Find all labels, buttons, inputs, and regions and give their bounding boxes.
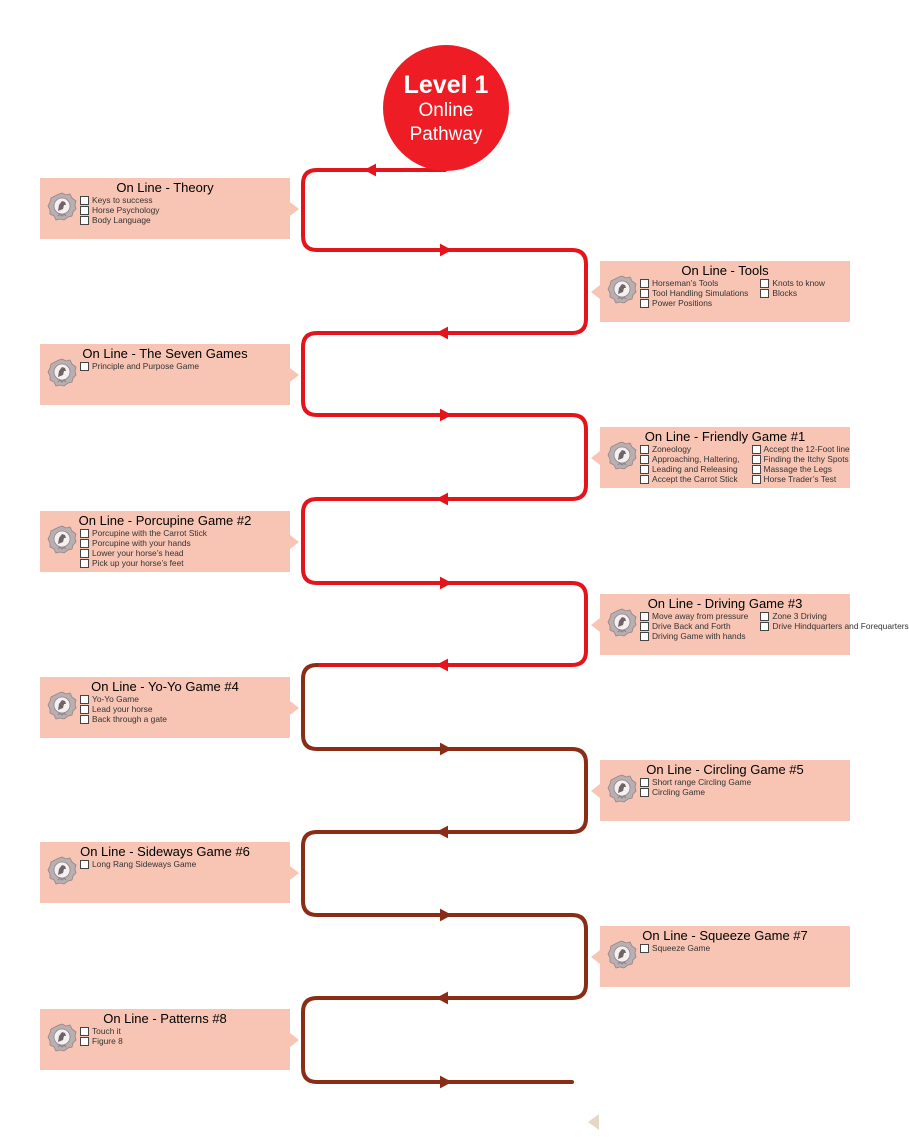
direction-arrow-icon: [440, 244, 452, 257]
checklist: [640, 777, 846, 797]
direction-arrow-icon: [436, 826, 448, 839]
card-title: On Line - Friendly Game #1: [644, 429, 806, 444]
checklist-item: [640, 621, 748, 631]
pathway-card: [600, 427, 850, 488]
checklist-item-label: Finding the Itchy Spots: [763, 454, 849, 464]
checklist-item: [80, 195, 160, 205]
path-segment: [303, 832, 572, 915]
checkbox[interactable]: [760, 622, 769, 631]
pathway-card: [40, 1009, 290, 1070]
checklist-item: [760, 621, 908, 631]
card-title: On Line - Yo-Yo Game #4: [91, 679, 239, 694]
checkbox[interactable]: [80, 705, 89, 714]
checklist-item-label: Driving Game with hands: [652, 631, 746, 641]
path-segment: [317, 250, 586, 333]
card-pointer-icon: [290, 701, 299, 715]
checklist-item-label: Knots to know: [772, 278, 825, 288]
card-pointer-icon: [290, 1033, 299, 1047]
checklist-item-label: Long Rang Sideways Game: [92, 859, 197, 869]
horse-badge-icon: [607, 774, 637, 804]
checklist: [80, 694, 286, 724]
card-title: On Line - Squeeze Game #7: [642, 928, 808, 943]
checkbox[interactable]: [640, 299, 649, 308]
checklist-item: [760, 278, 825, 288]
level-subtitle-1: Online: [418, 100, 474, 121]
checklist-item-label: Lead your horse: [92, 704, 153, 714]
checkbox[interactable]: [752, 475, 761, 484]
checklist-item: [640, 631, 748, 641]
checkbox[interactable]: [80, 362, 89, 371]
checklist-item-label: Horseman’s Tools: [652, 278, 719, 288]
checklist-item-label: Move away from pressure: [652, 611, 749, 621]
checklist-item-label: Zoneology: [652, 444, 692, 454]
direction-arrow-icon: [440, 409, 452, 422]
card-pointer-icon: [290, 368, 299, 382]
checkbox[interactable]: [80, 860, 89, 869]
checkbox[interactable]: [80, 695, 89, 704]
checklist-item: [640, 454, 740, 464]
pathway-card: [40, 677, 290, 738]
checklist-item: [752, 444, 850, 454]
level-badge: [383, 45, 509, 171]
path-segment: [317, 415, 586, 499]
checklist-item: [80, 205, 160, 215]
card-pointer-icon: [591, 618, 600, 632]
checklist-item: [80, 548, 207, 558]
card-title: On Line - Patterns #8: [103, 1011, 227, 1026]
checkbox[interactable]: [80, 549, 89, 558]
checklist-item: [80, 1036, 123, 1046]
checkbox[interactable]: [760, 289, 769, 298]
pathway-card: [600, 594, 909, 655]
card-pointer-icon: [591, 285, 600, 299]
checklist-item: [640, 444, 740, 454]
horse-badge-icon: [607, 940, 637, 970]
pathway-card: [40, 178, 290, 239]
checklist-item: [640, 288, 748, 298]
checkbox[interactable]: [80, 1027, 89, 1036]
checklist-item: [80, 538, 207, 548]
checkbox[interactable]: [80, 715, 89, 724]
checklist-item-label: Leading and Releasing: [652, 464, 738, 474]
path-segment: [303, 499, 572, 583]
checklist-item-label: Principle and Purpose Game: [92, 361, 200, 371]
checklist-item-label: Keys to success: [92, 195, 153, 205]
checkbox[interactable]: [80, 539, 89, 548]
checkbox[interactable]: [640, 778, 649, 787]
horse-badge-icon: [607, 608, 637, 638]
checklist-item-label: Circling Game: [652, 787, 706, 797]
checklist-item-label: Approaching, Haltering,: [652, 454, 740, 464]
checklist-item: [80, 528, 207, 538]
checklist-item-label: Figure 8: [92, 1036, 123, 1046]
checklist-item-label: Touch it: [92, 1026, 121, 1036]
checklist-item: [80, 704, 167, 714]
checklist: [80, 859, 286, 869]
path-segment: [317, 583, 586, 665]
checklist-item: [640, 278, 748, 288]
checklist-item-label: Short range Circling Game: [652, 777, 752, 787]
card-title: On Line - Theory: [116, 180, 214, 195]
direction-arrow-icon: [436, 992, 448, 1005]
checklist-item-label: Porcupine with the Carrot Stick: [92, 528, 207, 538]
pathway-card: [40, 344, 290, 405]
checklist-item: [760, 288, 825, 298]
checklist: [80, 361, 286, 371]
card-title: On Line - Tools: [681, 263, 769, 278]
path-segment: [317, 915, 586, 998]
checklist-item-label: Blocks: [772, 288, 798, 298]
direction-arrow-icon: [436, 493, 448, 506]
checkbox[interactable]: [760, 612, 769, 621]
checkbox[interactable]: [640, 944, 649, 953]
checkbox[interactable]: [760, 279, 769, 288]
checklist-item: [80, 558, 207, 568]
checklist-item: [80, 714, 167, 724]
path-segment: [303, 170, 572, 250]
checklist: [640, 943, 846, 953]
card-pointer-icon: [591, 950, 600, 964]
path-segment: [317, 749, 586, 832]
checkbox[interactable]: [80, 216, 89, 225]
checkbox[interactable]: [752, 445, 761, 454]
horse-badge-icon: [47, 525, 77, 555]
checklist-item: [752, 454, 850, 464]
checkbox[interactable]: [80, 206, 89, 215]
checklist-item: [640, 787, 751, 797]
checklist-item: [640, 474, 740, 484]
card-title: On Line - The Seven Games: [82, 346, 248, 361]
checklist-item-label: Drive Back and Forth: [652, 621, 731, 631]
horse-badge-icon: [47, 192, 77, 222]
checklist-item-label: Power Positions: [652, 298, 713, 308]
pathway-card: [40, 842, 290, 903]
path-segment: [303, 665, 572, 749]
checkbox[interactable]: [640, 788, 649, 797]
checkbox[interactable]: [640, 622, 649, 631]
direction-arrow-icon: [440, 743, 452, 756]
checklist-item: [760, 611, 908, 621]
card-title: On Line - Circling Game #5: [646, 762, 804, 777]
card-title: On Line - Sideways Game #6: [80, 844, 250, 859]
checklist-item-label: Pick up your horse’s feet: [92, 558, 184, 568]
checklist: [640, 611, 909, 641]
checklist: [640, 444, 850, 484]
checklist-item: [640, 298, 748, 308]
horse-badge-icon: [47, 358, 77, 388]
checkbox[interactable]: [640, 279, 649, 288]
checklist: [80, 195, 286, 225]
direction-arrow-icon: [436, 659, 448, 672]
checklist-item: [80, 1026, 123, 1036]
card-pointer-icon: [591, 784, 600, 798]
direction-arrow-icon: [364, 164, 376, 177]
pathway-card: [600, 926, 850, 987]
checkbox[interactable]: [752, 455, 761, 464]
checklist: [80, 1026, 286, 1046]
checklist-item: [752, 474, 850, 484]
checklist-item-label: Massage the Legs: [763, 464, 832, 474]
card-pointer-icon: [290, 202, 299, 216]
checklist-item-label: Tool Handling Simulations: [652, 288, 749, 298]
checklist-item-label: Squeeze Game: [652, 943, 711, 953]
checklist-item-label: Drive Hindquarters and Forequarters: [772, 621, 909, 631]
checklist: [640, 278, 846, 308]
checkbox[interactable]: [752, 465, 761, 474]
pathway-card: [600, 261, 850, 322]
checklist-item-label: Porcupine with your hands: [92, 538, 191, 548]
checkbox[interactable]: [80, 196, 89, 205]
card-title: On Line - Driving Game #3: [647, 596, 803, 611]
checklist-item-label: Horse Psychology: [92, 205, 160, 215]
checklist-item: [640, 611, 748, 621]
triangle-marker-icon: [588, 1114, 599, 1130]
horse-badge-icon: [607, 441, 637, 471]
card-pointer-icon: [591, 451, 600, 465]
level-title: Level 1: [403, 71, 489, 99]
pathway-card: [40, 511, 290, 572]
horse-badge-icon: [47, 856, 77, 886]
direction-arrow-icon: [440, 577, 452, 590]
checklist-item: [80, 859, 196, 869]
checklist-item-label: Body Language: [92, 215, 151, 225]
direction-arrow-icon: [436, 327, 448, 340]
checklist-item: [80, 215, 160, 225]
checkbox[interactable]: [80, 559, 89, 568]
checkbox[interactable]: [640, 445, 649, 454]
checklist-item: [80, 694, 167, 704]
card-pointer-icon: [290, 535, 299, 549]
checklist-item: [640, 943, 710, 953]
checkbox[interactable]: [640, 455, 649, 464]
path-segment: [303, 333, 572, 415]
checkbox[interactable]: [640, 475, 649, 484]
card-title: On Line - Porcupine Game #2: [78, 513, 252, 528]
horse-badge-icon: [47, 1023, 77, 1053]
checklist-item: [640, 464, 740, 474]
checklist-item-label: Zone 3 Driving: [772, 611, 827, 621]
checklist-item-label: Lower your horse’s head: [92, 548, 184, 558]
checkbox[interactable]: [640, 465, 649, 474]
horse-badge-icon: [47, 691, 77, 721]
path-segment: [303, 998, 572, 1082]
checklist-item-label: Yo-Yo Game: [92, 694, 139, 704]
checklist-item-label: Back through a gate: [92, 714, 167, 724]
checklist-item: [640, 777, 751, 787]
checklist-item-label: Accept the 12-Foot line: [763, 444, 850, 454]
checkbox[interactable]: [80, 1037, 89, 1046]
direction-arrow-icon: [440, 909, 452, 922]
checkbox[interactable]: [640, 612, 649, 621]
card-pointer-icon: [290, 866, 299, 880]
checklist-item: [752, 464, 850, 474]
checklist: [80, 528, 286, 568]
checkbox[interactable]: [80, 529, 89, 538]
checklist-item: [80, 361, 199, 371]
pathway-card: [600, 760, 850, 821]
checklist-item-label: Accept the Carrot Stick: [652, 474, 738, 484]
checkbox[interactable]: [640, 632, 649, 641]
level-subtitle-2: Pathway: [409, 124, 483, 145]
checklist-item-label: Horse Trader’s Test: [763, 474, 837, 484]
horse-badge-icon: [607, 275, 637, 305]
checkbox[interactable]: [640, 289, 649, 298]
